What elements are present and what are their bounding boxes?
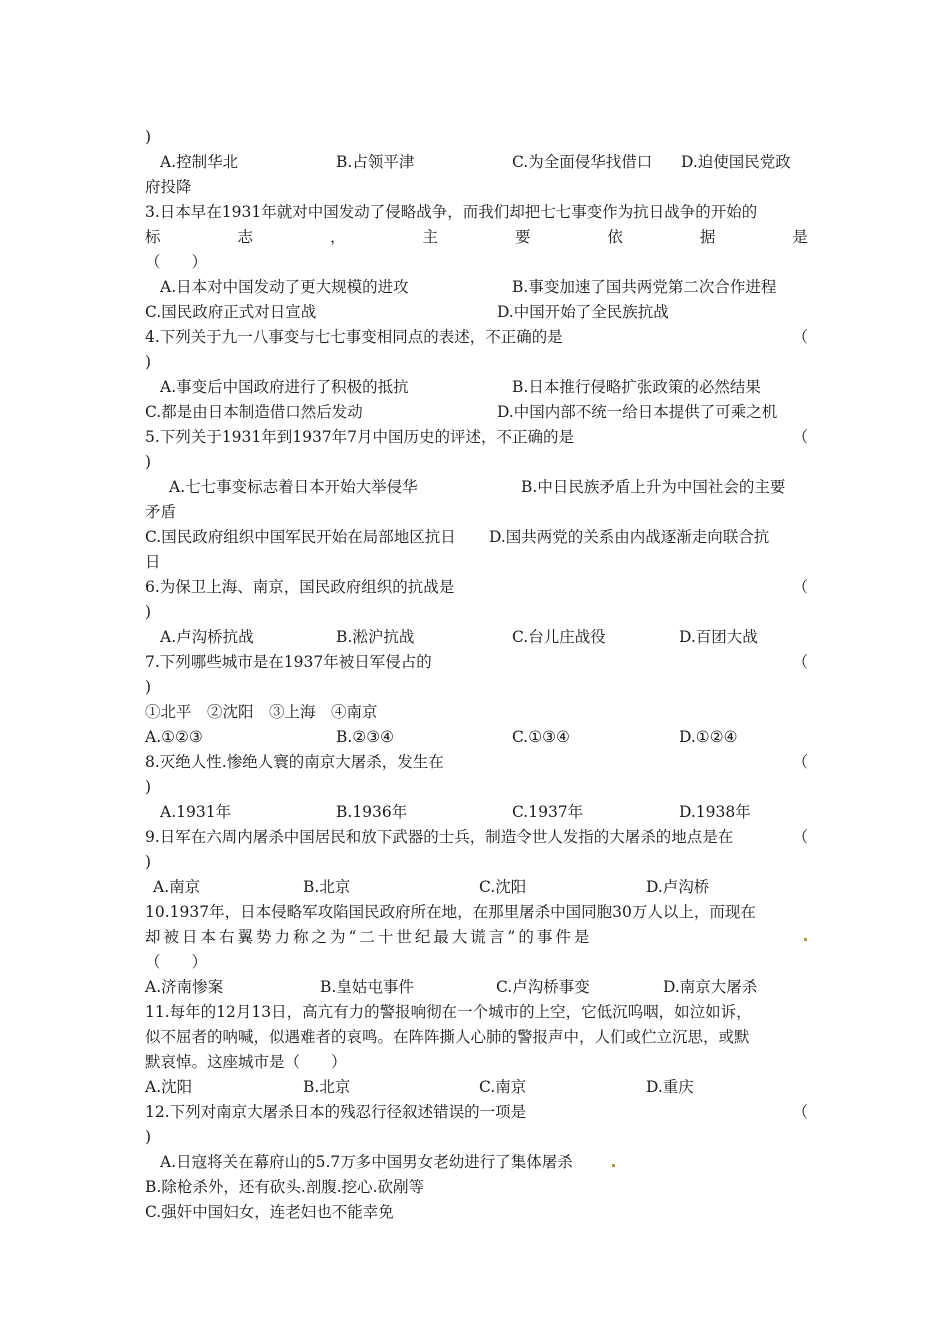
q7-options xyxy=(145,725,808,749)
q6-option-d: D.百团大战 xyxy=(679,628,758,646)
q11-option-b: B.北京 xyxy=(303,1078,351,1096)
q6-stem: 6.为保卫上海、南京，国民政府组织的抗战是 （ xyxy=(145,575,808,599)
q9-option-a: A.南京 xyxy=(153,878,201,896)
q10-option-d: D.南京大屠杀 xyxy=(663,978,758,996)
q8-option-a: A.1931年 xyxy=(160,803,232,821)
q8-paren-open: （ xyxy=(792,753,808,771)
q8-paren-close: ) xyxy=(145,778,152,796)
q12-paren-close: ) xyxy=(145,1128,152,1146)
q9-stem: 9.日军在六周内屠杀中国居民和放下武器的士兵，制造令世人发指的大屠杀的地点是在 （ xyxy=(145,825,808,849)
q3-word: 主 xyxy=(422,228,438,246)
q5-option-d: D.国共两党的关系由内战逐渐走向联合抗 xyxy=(489,528,770,546)
q9-paren-open: （ xyxy=(792,828,808,846)
q3-option-d: D.中国开始了全民族抗战 xyxy=(497,303,669,321)
q8-stem: 8.灭绝人性.惨绝人寰的南京大屠杀，发生在 （ xyxy=(145,750,808,774)
q10-answer-paren: （ ） xyxy=(145,953,208,971)
stray-dot-mark xyxy=(804,938,807,941)
q7-option-a: A.①②③ xyxy=(145,728,203,746)
q6-option-c: C.台儿庄战役 xyxy=(512,628,606,646)
q3-word: ， xyxy=(329,228,346,246)
q3-word: 依 xyxy=(607,228,623,246)
q4-options-cd xyxy=(145,400,808,424)
q12-paren-open: （ xyxy=(792,1103,808,1121)
q12-option-b: B.除枪杀外，还有砍头.剖腹.挖心.砍剐等 xyxy=(145,1178,425,1196)
q4-option-a: A.事变后中国政府进行了积极的抵抗 xyxy=(160,378,409,396)
stray-dot-mark xyxy=(612,1164,615,1167)
q4-option-b: B.日本推行侵略扩张政策的必然结果 xyxy=(512,378,761,396)
q7-paren-open: （ xyxy=(792,653,808,671)
q11-option-a: A.沈阳 xyxy=(145,1078,193,1096)
q3-word: 标 xyxy=(145,228,161,246)
q12-option-a: A.日寇将关在幕府山的5.7万多中国男女老幼进行了集体屠杀 xyxy=(160,1153,573,1171)
q3-options-ab xyxy=(145,275,808,299)
q10-option-c: C.卢沟桥事变 xyxy=(496,978,590,996)
q3-answer-paren: （ ） xyxy=(145,253,208,271)
q8-option-d: D.1938年 xyxy=(679,803,751,821)
q2-option-b: B.占领平津 xyxy=(336,153,415,171)
q5-options-ab xyxy=(145,475,808,499)
q5-paren-open: （ xyxy=(792,428,808,446)
q5-stem: 5.下列关于1931年到1937年7月中国历史的评述，不正确的是 （ xyxy=(145,425,808,449)
q10-option-a: A.济南惨案 xyxy=(145,978,224,996)
q5-option-b: B.中日民族矛盾上升为中国社会的主要 xyxy=(521,478,786,496)
q4-paren-open: （ xyxy=(792,328,808,346)
q5-option-d-cont: 日 xyxy=(145,553,161,571)
q3-word: 据 xyxy=(699,228,716,246)
q10-stem: 10.1937年，日本侵略军攻陷国民政府所在地，在那里屠杀中国同胞30万人以上，而现在 xyxy=(145,903,756,921)
q12-stem: 12.下列对南京大屠杀日本的残忍行径叙述错误的一项是 （ xyxy=(145,1100,808,1124)
q8-option-b: B.1936年 xyxy=(336,803,408,821)
q10-option-b: B.皇姑屯事件 xyxy=(320,978,414,996)
q9-option-c: C.沈阳 xyxy=(479,878,527,896)
q2-option-d: D.迫使国民党政 xyxy=(681,153,791,171)
q9-option-b: B.北京 xyxy=(303,878,351,896)
q3-option-a: A.日本对中国发动了更大规模的进攻 xyxy=(160,278,409,296)
q3-word: 是 xyxy=(792,228,808,246)
q4-options-ab xyxy=(145,375,808,399)
q3-word: 志 xyxy=(237,228,253,246)
q5-options-cd xyxy=(145,525,808,549)
q4-option-d: D.中国内部不统一给日本提供了可乘之机 xyxy=(497,403,778,421)
q7-paren-close: ) xyxy=(145,678,152,696)
q2-option-a: A.控制华北 xyxy=(160,153,239,171)
q3-options-cd xyxy=(145,300,808,324)
q12-option-c: C.强奸中国妇女，连老妇也不能幸免 xyxy=(145,1203,394,1221)
q3-word: 要 xyxy=(514,228,531,246)
paren-close: ) xyxy=(145,128,152,146)
q3-stem-justified xyxy=(145,225,808,249)
q7-option-c: C.①③④ xyxy=(512,728,570,746)
q11-options xyxy=(145,1075,808,1099)
q3-option-b: B.事变加速了国共两党第二次合作进程 xyxy=(512,278,777,296)
q3-stem: 3.日本早在1931年就对中国发动了侵略战争，而我们却把七七事变作为抗日战争的开始的 xyxy=(145,203,758,221)
q10-options xyxy=(145,975,808,999)
q11-option-c: C.南京 xyxy=(479,1078,527,1096)
q7-items: ①北平 ②沈阳 ③上海 ④南京 xyxy=(145,703,378,721)
q5-option-b-cont: 矛盾 xyxy=(145,503,177,521)
q11-option-d: D.重庆 xyxy=(646,1078,694,1096)
q8-options xyxy=(145,800,808,824)
q2-option-d-cont: 府投降 xyxy=(145,178,192,196)
q7-option-d: D.①②④ xyxy=(679,728,738,746)
q4-paren-close: ) xyxy=(145,353,152,371)
q11-stem-cont: 似不屈者的呐喊，似遇难者的哀鸣。在阵阵撕人心肺的警报声中，人们或伫立沉思，或默 xyxy=(145,1028,750,1046)
q6-option-b: B.淞沪抗战 xyxy=(336,628,415,646)
q4-stem: 4.下列关于九一八事变与七七事变相同点的表述，不正确的是 （ xyxy=(145,325,808,349)
q2-option-c: C.为全面侵华找借口 xyxy=(512,153,653,171)
q5-option-a: A.七七事变标志着日本开始大举侵华 xyxy=(169,478,418,496)
q8-option-c: C.1937年 xyxy=(512,803,584,821)
q5-option-c: C.国民政府组织中国军民开始在局部地区抗日 xyxy=(145,528,456,546)
q7-stem: 7.下列哪些城市是在1937年被日军侵占的 （ xyxy=(145,650,808,674)
q6-option-a: A.卢沟桥抗战 xyxy=(160,628,254,646)
q3-option-c: C.国民政府正式对日宣战 xyxy=(145,303,317,321)
q11-stem-end: 默哀悼。这座城市是（ ） xyxy=(145,1053,347,1071)
q11-stem: 11.每年的12月13日，高亢有力的警报响彻在一个城市的上空，它低沉呜咽，如泣如诉， xyxy=(145,1003,752,1021)
q6-paren-close: ) xyxy=(145,603,152,621)
q5-paren-close: ) xyxy=(145,453,152,471)
q9-paren-close: ) xyxy=(145,853,152,871)
q7-option-b: B.②③④ xyxy=(336,728,395,746)
q6-options xyxy=(145,625,808,649)
q9-option-d: D.卢沟桥 xyxy=(646,878,710,896)
q4-option-c: C.都是由日本制造借口然后发动 xyxy=(145,403,363,421)
q2-options xyxy=(145,150,808,174)
q6-paren-open: （ xyxy=(792,578,808,596)
q10-stem-cont: 却被日本右翼势力称之为“二十世纪最大谎言”的事件是 xyxy=(145,928,593,946)
q9-options xyxy=(145,875,808,899)
